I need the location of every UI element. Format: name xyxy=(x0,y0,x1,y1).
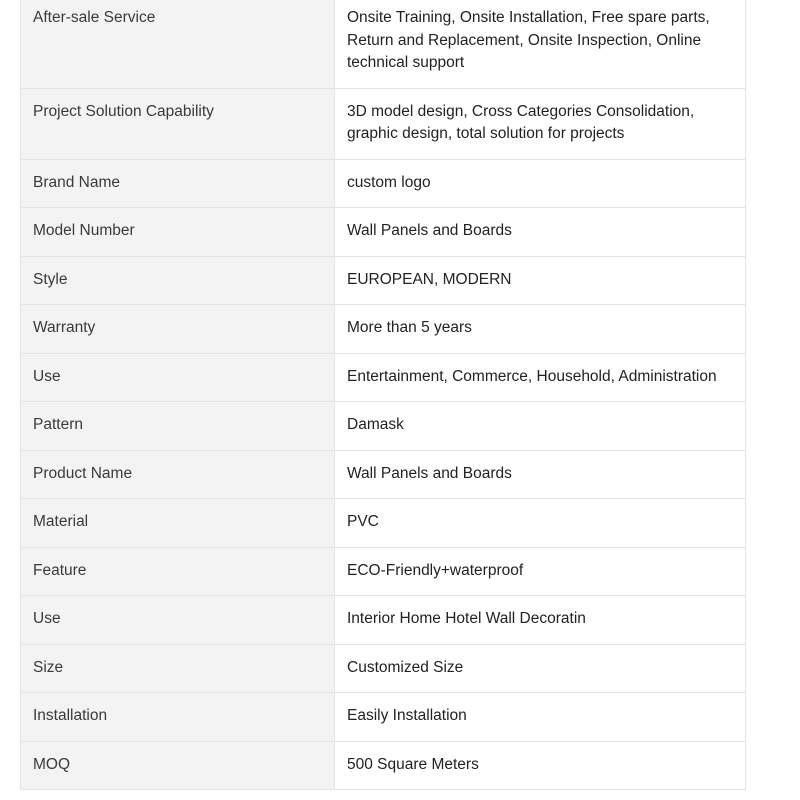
attribute-key: Pattern xyxy=(21,402,335,451)
attribute-key: Model Number xyxy=(21,208,335,257)
table-row xyxy=(21,88,746,159)
attribute-key: Project Solution Capability xyxy=(21,88,335,159)
attribute-value: 3D model design, Cross Categories Consolidation, graphic design, total solution for projects xyxy=(335,88,746,159)
attribute-value: PVC xyxy=(335,499,746,548)
attribute-value: Wall Panels and Boards xyxy=(335,450,746,499)
attribute-value: ECO-Friendly+waterproof xyxy=(335,547,746,596)
attribute-value: More than 5 years xyxy=(335,305,746,354)
attribute-value: 500 Square Meters xyxy=(335,741,746,790)
table-row xyxy=(21,596,746,645)
attribute-value: custom logo xyxy=(335,159,746,208)
product-attributes-table xyxy=(20,0,746,790)
attribute-key: MOQ xyxy=(21,741,335,790)
table-row xyxy=(21,450,746,499)
table-row xyxy=(21,353,746,402)
table-row xyxy=(21,693,746,742)
table-row xyxy=(21,0,746,88)
attribute-value: Damask xyxy=(335,402,746,451)
attribute-key: Use xyxy=(21,353,335,402)
attribute-value: Entertainment, Commerce, Household, Administration xyxy=(335,353,746,402)
attribute-value: EUROPEAN, MODERN xyxy=(335,256,746,305)
attribute-key: Product Name xyxy=(21,450,335,499)
attribute-value: Onsite Training, Onsite Installation, Free spare parts, Return and Replacement, Onsite Inspection, Online technical support xyxy=(335,0,746,88)
attribute-value: Customized Size xyxy=(335,644,746,693)
attribute-key: Warranty xyxy=(21,305,335,354)
table-row xyxy=(21,499,746,548)
attribute-key: Style xyxy=(21,256,335,305)
table-row xyxy=(21,208,746,257)
attribute-key: After-sale Service xyxy=(21,0,335,88)
table-row xyxy=(21,402,746,451)
attribute-key: Material xyxy=(21,499,335,548)
table-row xyxy=(21,644,746,693)
table-row xyxy=(21,741,746,790)
attribute-value: Easily Installation xyxy=(335,693,746,742)
attribute-key: Installation xyxy=(21,693,335,742)
attribute-key: Use xyxy=(21,596,335,645)
table-row xyxy=(21,305,746,354)
table-row xyxy=(21,256,746,305)
product-attributes-table-container xyxy=(20,0,746,790)
attribute-value: Wall Panels and Boards xyxy=(335,208,746,257)
attribute-key: Feature xyxy=(21,547,335,596)
attribute-key: Brand Name xyxy=(21,159,335,208)
table-row xyxy=(21,159,746,208)
attribute-key: Size xyxy=(21,644,335,693)
attribute-value: Interior Home Hotel Wall Decoratin xyxy=(335,596,746,645)
table-row xyxy=(21,547,746,596)
